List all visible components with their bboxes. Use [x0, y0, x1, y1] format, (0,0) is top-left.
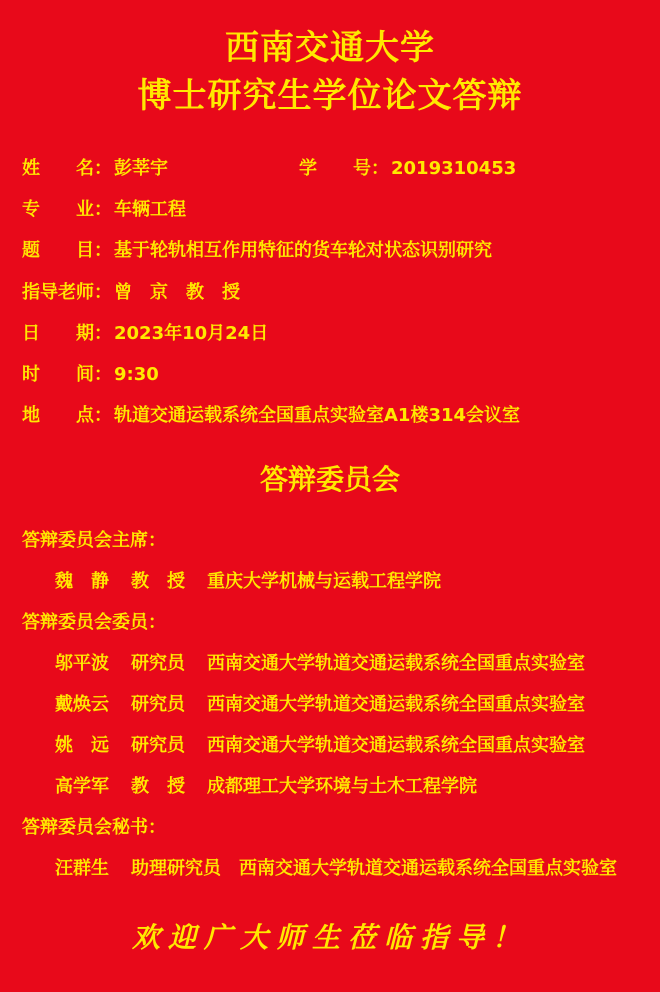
- member-affiliation: 西南交通大学轨道交通运载系统全国重点实验室: [207, 735, 585, 756]
- student-name: 彭莘宇: [114, 158, 168, 179]
- info-row-name: [22, 157, 516, 181]
- member-title: 教 授: [131, 776, 185, 797]
- welcome-message: 欢迎广大师生莅临指导！: [131, 921, 528, 954]
- place-label: 地 点：: [22, 405, 112, 426]
- defense-title: 博士研究生学位论文答辩: [137, 76, 523, 116]
- major-label: 专 业：: [22, 199, 112, 220]
- member-name: 姚 远: [55, 735, 109, 756]
- secretary-row: [55, 857, 617, 881]
- secretary-heading: 答辩委员会秘书：: [22, 817, 166, 838]
- member-name: 魏 静: [55, 571, 109, 592]
- committee-title: 答辩委员会: [259, 463, 400, 496]
- member-title: 研究员: [131, 653, 185, 674]
- member-name: 汪群生: [55, 858, 109, 879]
- advisor-label: 指导老师：: [22, 282, 112, 303]
- member-title: 教 授: [131, 571, 185, 592]
- member-name: 邬平波: [55, 653, 109, 674]
- info-row-topic: [22, 239, 492, 263]
- info-row-advisor: [22, 281, 240, 305]
- member-row: [55, 652, 585, 676]
- student-id: 2019310453: [391, 158, 517, 179]
- info-row-time: [22, 363, 159, 387]
- member-row: [55, 734, 585, 758]
- member-title: 助理研究员: [131, 858, 221, 879]
- members-heading: 答辩委员会委员：: [22, 612, 166, 633]
- member-affiliation: 西南交通大学轨道交通运载系统全国重点实验室: [207, 653, 585, 674]
- advisor-value: 曾 京 教 授: [114, 282, 240, 303]
- member-affiliation: 西南交通大学轨道交通运载系统全国重点实验室: [239, 858, 617, 879]
- member-row: [55, 693, 585, 717]
- member-title: 研究员: [131, 735, 185, 756]
- info-row-date: [22, 322, 268, 346]
- chair-heading: 答辩委员会主席：: [22, 530, 166, 551]
- major-value: 车辆工程: [114, 199, 186, 220]
- member-affiliation: 成都理工大学环境与土木工程学院: [207, 776, 477, 797]
- name-label: 姓 名：: [22, 158, 112, 179]
- date-label: 日 期：: [22, 323, 112, 344]
- date-value: 2023年10月24日: [114, 323, 269, 344]
- chair-row: [55, 570, 441, 594]
- topic-label: 题 目：: [22, 240, 112, 261]
- info-row-place: [22, 404, 520, 428]
- member-name: 戴焕云: [55, 694, 109, 715]
- time-value: 9:30: [114, 364, 159, 385]
- member-name: 高学军: [55, 776, 109, 797]
- university-title: 西南交通大学: [225, 28, 435, 68]
- member-title: 研究员: [131, 694, 185, 715]
- topic-value: 基于轮轨相互作用特征的货车轮对状态识别研究: [114, 240, 492, 261]
- info-row-major: [22, 198, 186, 222]
- student-id-label: 学 号：: [299, 158, 389, 179]
- time-label: 时 间：: [22, 364, 112, 385]
- place-value: 轨道交通运载系统全国重点实验室A1楼314会议室: [114, 405, 521, 426]
- member-affiliation: 西南交通大学轨道交通运载系统全国重点实验室: [207, 694, 585, 715]
- member-affiliation: 重庆大学机械与运载工程学院: [207, 571, 441, 592]
- member-row: [55, 775, 477, 799]
